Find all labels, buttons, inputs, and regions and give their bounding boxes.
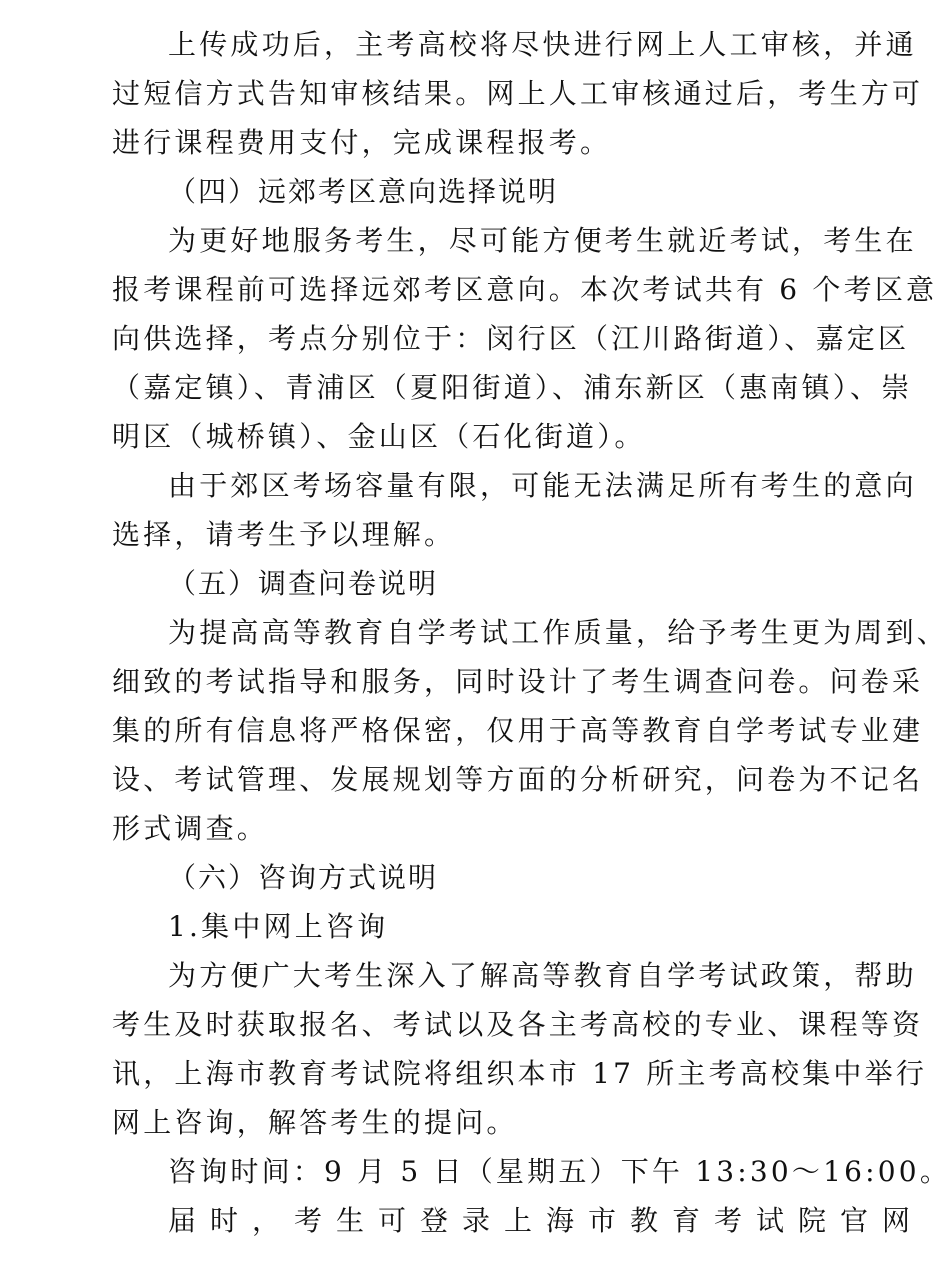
paragraph-line: 报考课程前可选择远郊考区意向。本次考试共有 6 个考区意 <box>112 273 938 306</box>
paragraph-line: 届时，考生可登录上海市教育考试院官网 <box>168 1204 925 1237</box>
paragraph-line: 过短信方式告知审核结果。网上人工审核通过后，考生方可 <box>112 77 924 110</box>
consult-time-line: 咨询时间：9 月 5 日（星期五）下午 13:30～16:00。 <box>168 1155 952 1188</box>
paragraph-line: 网上咨询，解答考生的提问。 <box>112 1106 518 1139</box>
paragraph-line: 由于郊区考场容量有限，可能无法满足所有考生的意向 <box>168 469 917 502</box>
paragraph-line: 为方便广大考生深入了解高等教育自学考试政策，帮助 <box>168 959 917 992</box>
paragraph-line: 讯，上海市教育考试院将组织本市 17 所主考高校集中举行 <box>112 1057 928 1090</box>
paragraph-line: 向供选择，考点分别位于：闵行区（江川路街道）、嘉定区 <box>112 322 910 355</box>
paragraph-line: 为提高高等教育自学考试工作质量，给予考生更为周到、 <box>168 616 949 649</box>
paragraph-line: 设、考试管理、发展规划等方面的分析研究，问卷为不记名 <box>112 763 924 796</box>
section-heading-4: （四）远郊考区意向选择说明 <box>168 175 559 208</box>
section-heading-6: （六）咨询方式说明 <box>168 861 439 894</box>
subsection-heading: 1.集中网上咨询 <box>168 910 389 943</box>
paragraph-line: 选择，请考生予以理解。 <box>112 518 456 551</box>
paragraph-line: 上传成功后，主考高校将尽快进行网上人工审核，并通 <box>168 28 917 61</box>
paragraph-line: （嘉定镇）、青浦区（夏阳街道）、浦东新区（惠南镇）、崇 <box>112 371 913 404</box>
paragraph-line: 为更好地服务考生，尽可能方便考生就近考试，考生在 <box>168 224 917 257</box>
paragraph-line: 进行课程费用支付，完成课程报考。 <box>112 126 612 159</box>
paragraph-line: 集的所有信息将严格保密，仅用于高等教育自学考试专业建 <box>112 714 924 747</box>
paragraph-line: 考生及时获取报名、考试以及各主考高校的专业、课程等资 <box>112 1008 924 1041</box>
paragraph-line: 形式调查。 <box>112 812 269 845</box>
paragraph-line: 细致的考试指导和服务，同时设计了考生调查问卷。问卷采 <box>112 665 924 698</box>
section-heading-5: （五）调查问卷说明 <box>168 567 439 600</box>
paragraph-line: 明区（城桥镇）、金山区（石化街道）。 <box>112 420 646 453</box>
